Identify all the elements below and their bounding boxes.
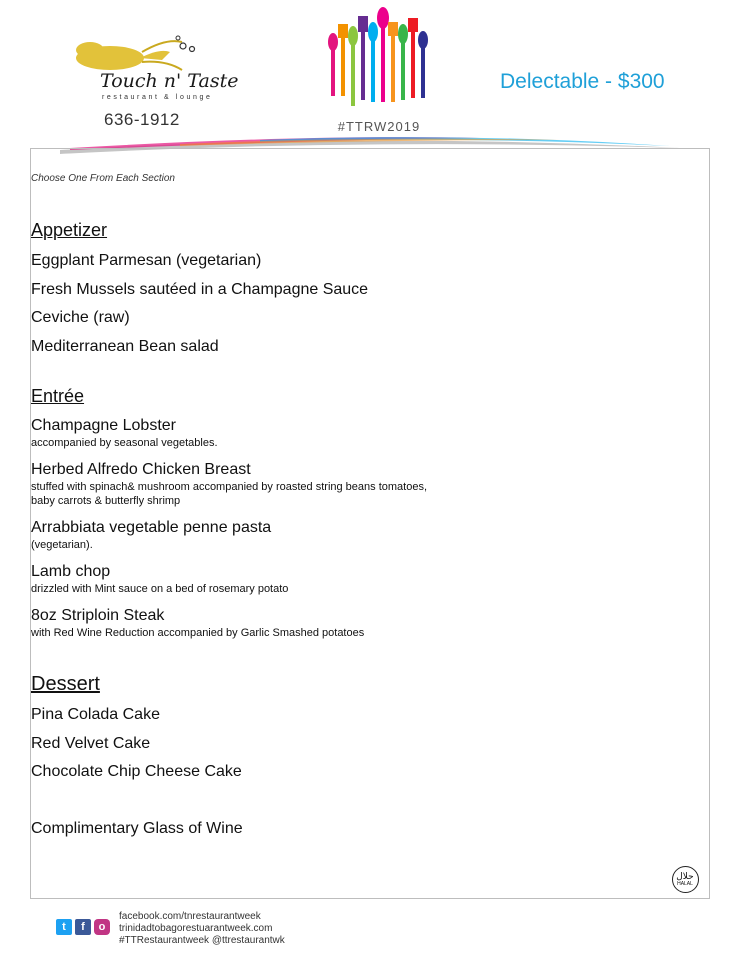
entree-heading: Entrée [31, 386, 85, 406]
dessert-item: Chocolate Chip Cheese Cake [31, 763, 242, 780]
dessert-item: Pina Colada Cake [31, 706, 160, 723]
phone-number: 636-1912 [104, 110, 180, 129]
dessert-heading: Dessert [31, 673, 100, 695]
entree-item-name: Herbed Alfredo Chicken Breast [31, 461, 251, 478]
ttrw-logo [323, 6, 435, 136]
footer-links [119, 911, 285, 947]
hashtag-handle: #TTRestaurantweek @ttrestaurantwk [119, 935, 285, 946]
website-link[interactable]: trinidadtobagorestuarantweek.com [119, 923, 273, 934]
cutlery-icon [323, 6, 435, 118]
entree-item-desc: stuffed with spinach& mushroom accompanied by roasted string beans tomatoes, [31, 481, 428, 493]
entree-item-name: 8oz Striploin Steak [31, 607, 165, 624]
event-hashtag: #TTRW2019 [337, 119, 421, 134]
halal-badge [672, 866, 699, 893]
price-label: Delectable - $300 [500, 70, 665, 93]
halal-arabic: حلال [676, 871, 694, 881]
entree-item-desc: accompanied by seasonal vegetables. [31, 437, 218, 449]
instagram-icon[interactable]: o [94, 919, 110, 935]
appetizer-item: Eggplant Parmesan (vegetarian) [31, 252, 262, 269]
appetizer-heading: Appetizer [31, 220, 108, 240]
dessert-item: Red Velvet Cake [31, 735, 151, 752]
entree-item-name: Lamb chop [31, 563, 111, 580]
entree-item-name: Champagne Lobster [31, 417, 176, 434]
menu-card [30, 148, 710, 899]
appetizer-item: Fresh Mussels sautéed in a Champagne Sauce [31, 281, 369, 298]
logo-tagline: restaurant & lounge [102, 94, 213, 101]
twitter-icon[interactable]: t [56, 919, 72, 935]
entree-item-desc: with Red Wine Reduction accompanied by Garlic Smashed potatoes [31, 627, 365, 639]
facebook-icon[interactable]: f [75, 919, 91, 935]
halal-label: HALAL [677, 881, 693, 887]
entree-item-desc: (vegetarian). [31, 539, 93, 551]
facebook-link[interactable]: facebook.com/tnrestaurantweek [119, 911, 261, 922]
entree-item-name: Arrabbiata vegetable penne pasta [31, 519, 272, 536]
menu-instruction: Choose One From Each Section [31, 173, 175, 184]
appetizer-item: Ceviche (raw) [31, 309, 130, 326]
appetizer-item: Mediterranean Bean salad [31, 338, 219, 355]
logo-name: Touch n' Taste [100, 70, 239, 92]
complimentary-wine: Complimentary Glass of Wine [31, 820, 243, 837]
entree-item-desc: drizzled with Mint sauce on a bed of rosemary potato [31, 583, 289, 595]
entree-item-desc: baby carrots & butterfly shrimp [31, 495, 181, 507]
